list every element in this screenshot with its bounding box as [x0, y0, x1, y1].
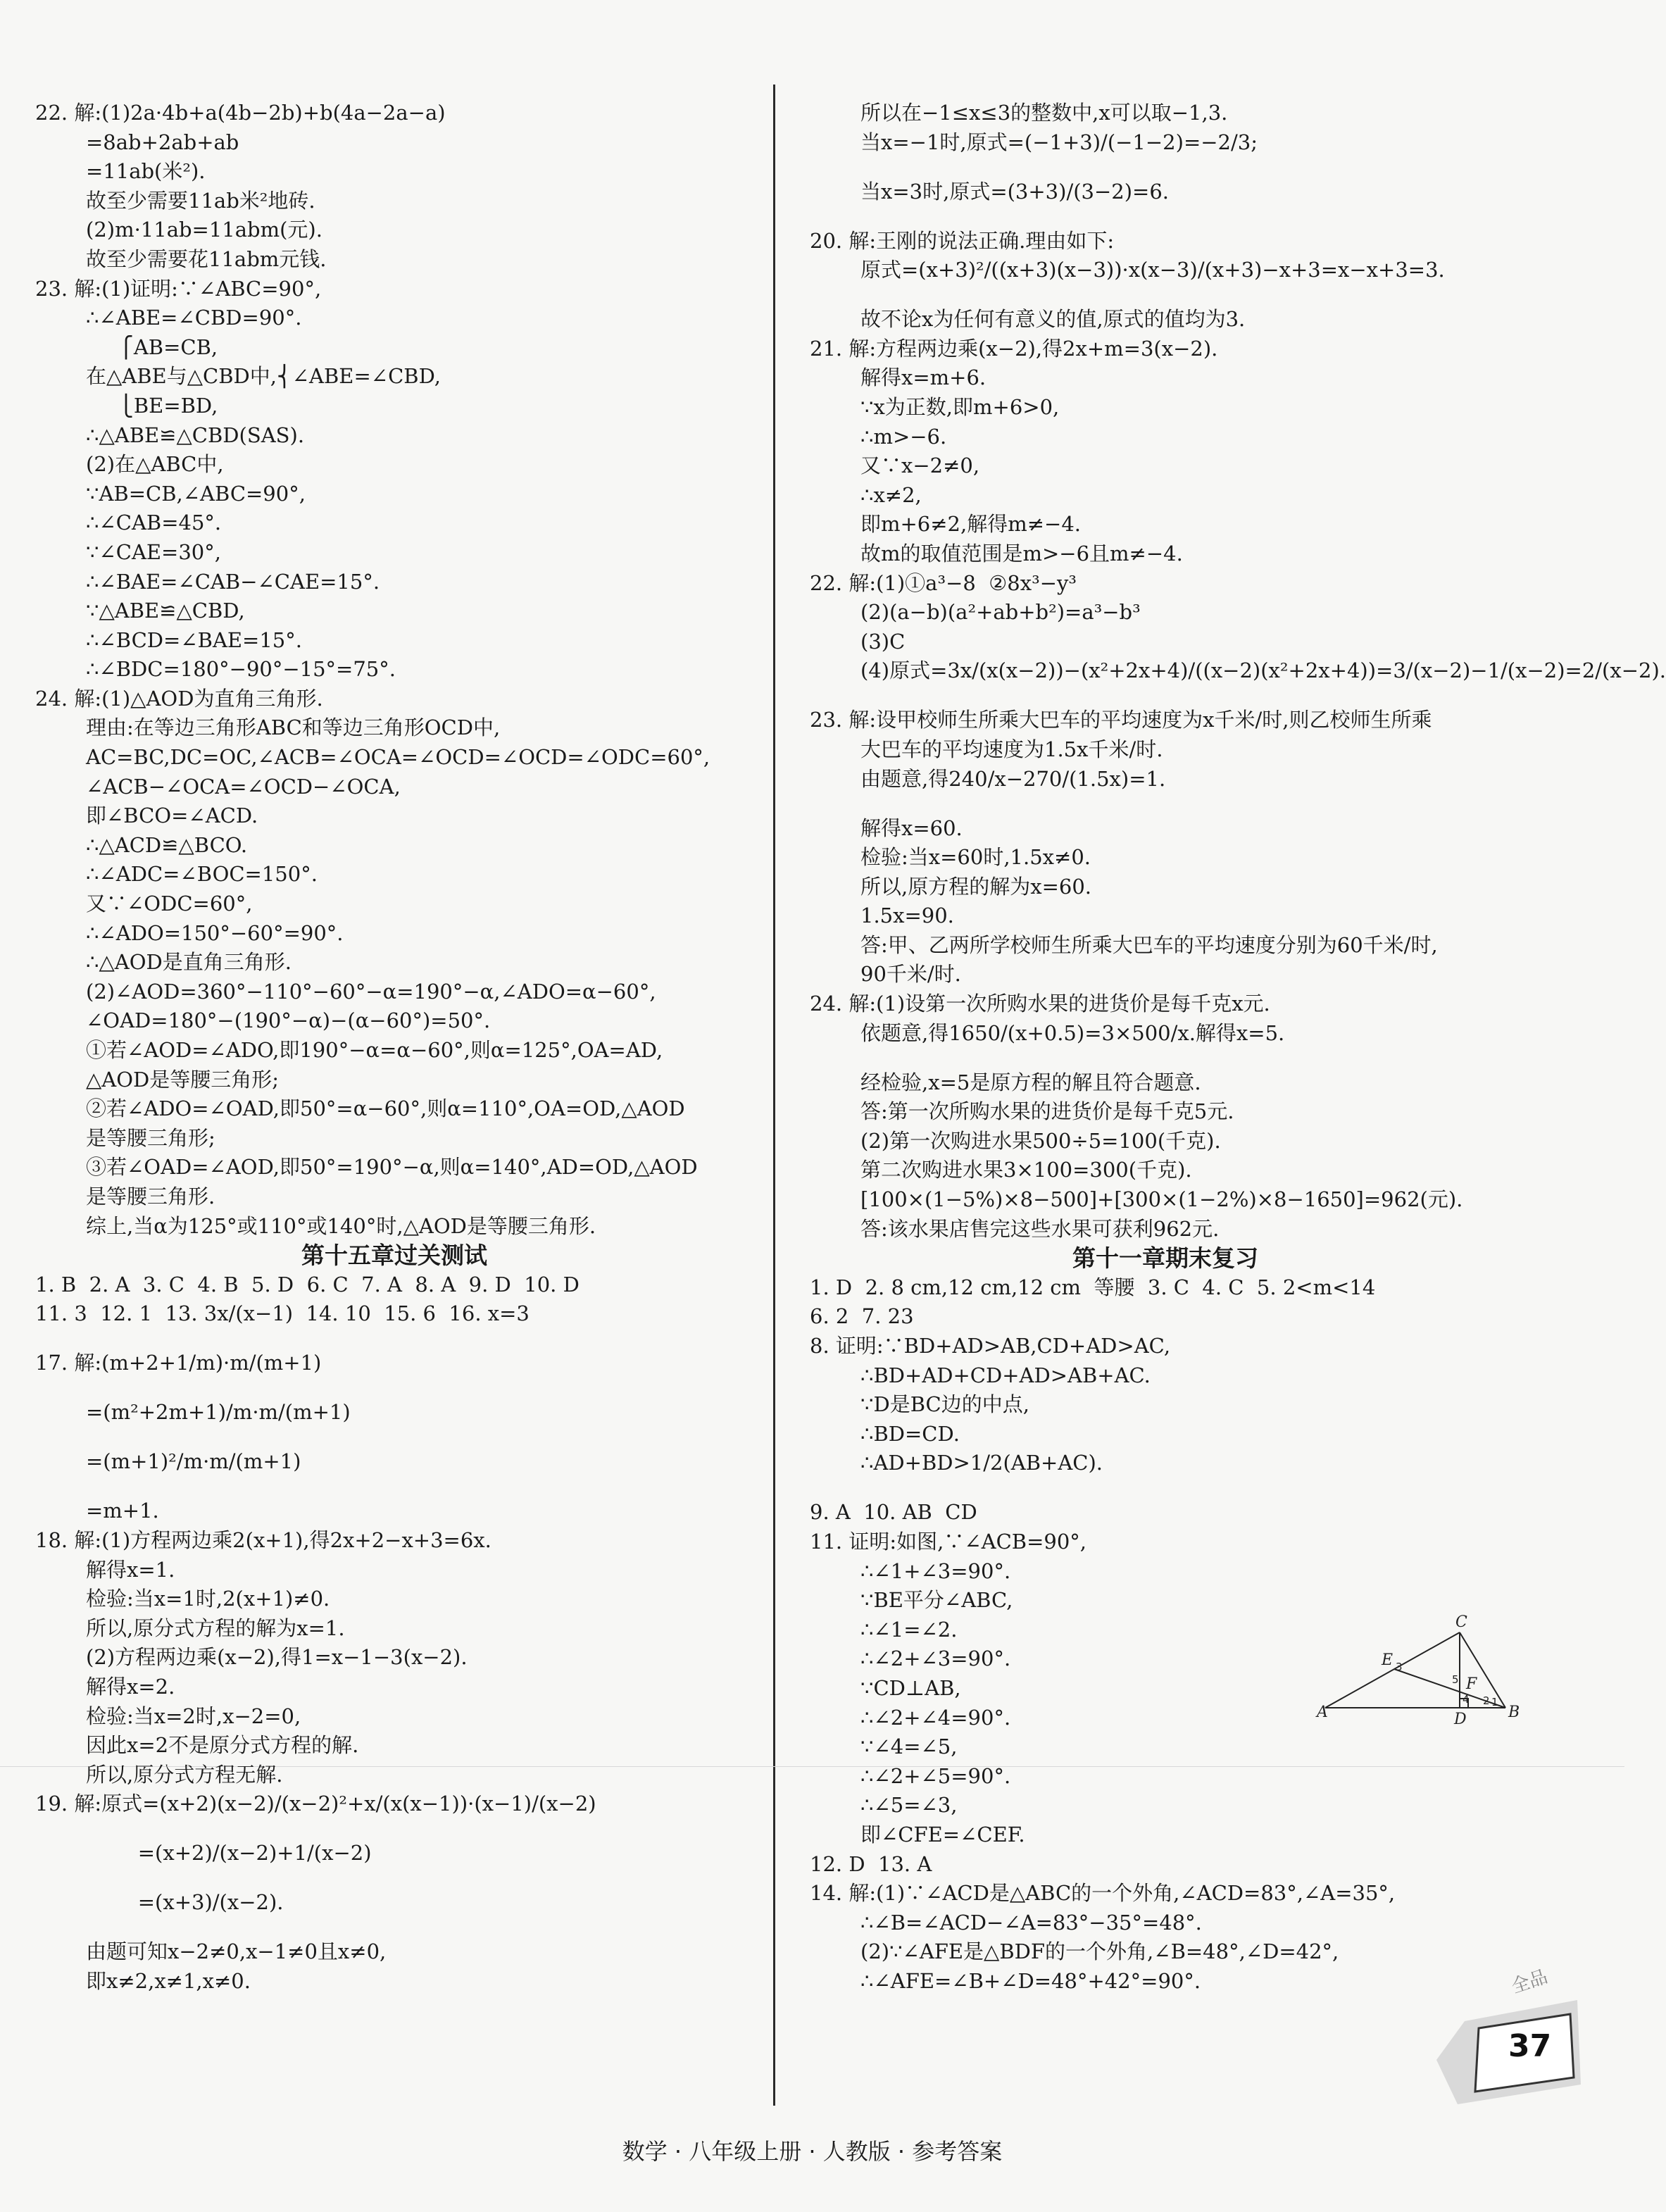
answer-line: ∵x为正数,即m+6>0,	[860, 394, 1060, 419]
answer-line: 故至少需要花11abm元钱.	[86, 246, 327, 271]
answer-line: ∴∠AFE=∠B+∠D=48°+42°=90°.	[860, 1968, 1201, 1993]
angle-label-1: 1	[1491, 1696, 1498, 1708]
answer-line: (4)原式=3x/(x(x−2))−(x²+2x+4)/((x−2)(x²+2x+4))=3/(x−2)−1/(x−2)=2/(x−2).	[860, 658, 1666, 683]
answer-line: 依题意,得1650/(x+0.5)=3×500/x.解得x=5.	[860, 1020, 1285, 1045]
label-a: A	[1317, 1704, 1328, 1721]
answer-line: =(m+1)²/m·m/(m+1)	[86, 1449, 301, 1474]
answer-line: 所以,原方程的解为x=60.	[860, 874, 1091, 899]
answer-line: ∴BD+AD+CD+AD>AB+AC.	[860, 1363, 1151, 1387]
answer-line: 14. 解:(1)∵∠ACD是△ABC的一个外角,∠ACD=83°,∠A=35°,	[810, 1881, 1396, 1906]
answer-line: 解得x=1.	[86, 1557, 175, 1582]
answer-line: 答:第一次所购水果的进货价是每千克5元.	[860, 1099, 1234, 1124]
answer-line: ∴△ABE≌△CBD(SAS).	[86, 423, 305, 447]
answer-line: 9. A 10. AB CD	[810, 1500, 977, 1525]
triangle-figure	[1317, 1613, 1521, 1728]
answer-line: =(m²+2m+1)/m·m/(m+1)	[86, 1400, 351, 1425]
answer-line: 即∠BCO=∠ACD.	[86, 804, 258, 828]
answer-line: 第二次购进水果3×100=300(千克).	[860, 1158, 1192, 1182]
answer-line: [100×(1−5%)×8−500]+[300×(1−2%)×8−1650]=962(元).	[860, 1187, 1463, 1212]
answer-line: ⎧AB=CB,	[86, 335, 218, 359]
answer-line: 23. 解:(1)证明:∵∠ABC=90°,	[35, 276, 322, 301]
answer-line: 大巴车的平均速度为1.5x千米/时.	[860, 737, 1163, 761]
answer-line: ∴∠ADO=150°−60°=90°.	[86, 920, 344, 945]
answer-line: ∠ACB−∠OCA=∠OCD−∠OCA,	[86, 774, 401, 799]
answer-line: 即∠CFE=∠CEF.	[860, 1822, 1025, 1847]
answer-line: 24. 解:(1)△AOD为直角三角形.	[35, 686, 323, 711]
answer-line: 又∵∠ODC=60°,	[86, 892, 253, 916]
column-divider	[773, 85, 775, 2106]
answer-line: ∴∠2+∠4=90°.	[860, 1705, 1011, 1730]
answer-line: 17. 解:(m+2+1/m)·m/(m+1)	[35, 1351, 322, 1375]
answer-line: =(x+2)/(x−2)+1/(x−2)	[86, 1841, 372, 1866]
label-b: B	[1508, 1704, 1520, 1721]
answer-line: =m+1.	[86, 1499, 159, 1523]
answer-line: 答:该水果店售完这些水果可获利962元.	[860, 1216, 1220, 1241]
answer-line: ②若∠ADO=∠OAD,即50°=α−60°,则α=110°,OA=OD,△AOD	[86, 1096, 685, 1121]
answer-line: 因此x=2不是原分式方程的解.	[86, 1733, 359, 1758]
answer-line: ∴∠5=∠3,	[860, 1793, 958, 1818]
answer-line: 所以,原分式方程的解为x=1.	[86, 1616, 345, 1640]
answer-line: (2)方程两边乘(x−2),得1=x−1−3(x−2).	[86, 1645, 468, 1670]
answer-line: 由题可知x−2≠0,x−1≠0且x≠0,	[86, 1939, 387, 1964]
answer-line: 答:甲、乙两所学校师生所乘大巴车的平均速度分别为60千米/时,	[860, 932, 1438, 957]
answer-line: 11. 证明:如图,∵∠ACB=90°,	[810, 1529, 1086, 1554]
answer-line: ∴m>−6.	[860, 424, 947, 449]
answer-line: ∴∠ABE=∠CBD=90°.	[86, 306, 302, 330]
answer-line: 是等腰三角形;	[86, 1125, 215, 1150]
answer-line: 由题意,得240/x−270/(1.5x)=1.	[860, 766, 1166, 791]
answer-line: 1. D 2. 8 cm,12 cm,12 cm 等腰 3. C 4. C 5. 2<m<14	[810, 1275, 1376, 1299]
answer-line: ⎩BE=BD,	[86, 393, 218, 418]
answer-line: 23. 解:设甲校师生所乘大巴车的平均速度为x千米/时,则乙校师生所乘	[810, 708, 1432, 732]
answer-line: AC=BC,DC=OC,∠ACB=∠OCA=∠OCD=∠OCD=∠ODC=60°,	[86, 745, 710, 770]
answer-line: ∴∠CAB=45°.	[86, 511, 222, 535]
answer-line: ∴∠BAE=∠CAB−∠CAE=15°.	[86, 569, 380, 594]
answer-line: ∴∠ADC=∠BOC=150°.	[86, 862, 318, 887]
answer-line: ∵CD⊥AB,	[860, 1675, 961, 1700]
answer-line: ∵∠CAE=30°,	[86, 539, 221, 564]
answer-line: ∴∠2+∠5=90°.	[860, 1763, 1011, 1788]
answer-line: (2)(a−b)(a²+ab+b²)=a³−b³	[860, 600, 1141, 625]
answer-line: ∴AD+BD>1/2(AB+AC).	[860, 1451, 1103, 1475]
answer-line: (2)第一次购进水果500÷5=100(千克).	[860, 1128, 1221, 1153]
page-footer: 数学 · 八年级上册 · 人教版 · 参考答案	[622, 2138, 1003, 2165]
answer-line: 即x≠2,x≠1,x≠0.	[86, 1968, 251, 1993]
answer-line: ∴∠BDC=180°−90°−15°=75°.	[86, 657, 396, 682]
answer-line: =(x+3)/(x−2).	[86, 1890, 284, 1915]
answer-line: 故至少需要11ab米²地砖.	[86, 188, 315, 213]
answer-line: ∵BE平分∠ABC,	[860, 1588, 1013, 1613]
answer-line: (2)∵∠AFE是△BDF的一个外角,∠B=48°,∠D=42°,	[860, 1939, 1339, 1964]
segment-ac	[1325, 1632, 1460, 1708]
section-heading: 第十五章过关测试	[301, 1242, 487, 1270]
answer-line: 解得x=60.	[860, 816, 963, 840]
answer-line: 检验:当x=1时,2(x+1)≠0.	[86, 1587, 330, 1611]
answer-line: ∴∠BCD=∠BAE=15°.	[86, 627, 302, 652]
answer-line: =11ab(米²).	[86, 159, 206, 184]
angle-label-3: 3	[1396, 1661, 1403, 1673]
angle-label-5: 5	[1452, 1673, 1459, 1686]
answer-line: 检验:当x=2时,x−2=0,	[86, 1704, 301, 1728]
answer-line: (2)∠AOD=360°−110°−60°−α=190°−α,∠ADO=α−60°,	[86, 979, 656, 1004]
answer-line: 理由:在等边三角形ABC和等边三角形OCD中,	[86, 716, 501, 740]
answer-line: 90千米/时.	[860, 962, 961, 987]
answer-line: 原式=(x+3)²/((x+3)(x−3))·x(x−3)/(x+3)−x+3=x−x+3=3.	[860, 258, 1445, 282]
answer-line: ∵∠4=∠5,	[860, 1735, 958, 1759]
answer-line: 故m的取值范围是m>−6且m≠−4.	[860, 541, 1183, 566]
answer-line: ∴∠2+∠3=90°.	[860, 1646, 1011, 1671]
answer-line: ∴∠1+∠3=90°.	[860, 1558, 1011, 1583]
label-d: D	[1454, 1711, 1467, 1728]
answer-line: ∴∠B=∠ACD−∠A=83°−35°=48°.	[860, 1910, 1202, 1935]
answer-line: =8ab+2ab+ab	[86, 130, 239, 154]
answer-line: 故不论x为任何有意义的值,原式的值均为3.	[860, 307, 1246, 332]
answer-line: 1.5x=90.	[860, 904, 954, 928]
answer-line: (2)m·11ab=11abm(元).	[86, 218, 322, 242]
answer-line: 在△ABE与△CBD中,⎨∠ABE=∠CBD,	[86, 364, 441, 389]
section-heading: 第十一章期末复习	[1072, 1244, 1258, 1273]
answer-line: 20. 解:王刚的说法正确.理由如下:	[810, 228, 1115, 253]
answer-line: 综上,当α为125°或110°或140°时,△AOD是等腰三角形.	[86, 1213, 596, 1238]
answer-line: ∠OAD=180°−(190°−α)−(α−60°)=50°.	[86, 1008, 491, 1033]
answer-line: 又∵x−2≠0,	[860, 454, 980, 478]
answer-line: 24. 解:(1)设第一次所购水果的进货价是每千克x元.	[810, 992, 1270, 1016]
answer-line: 8. 证明:∵BD+AD>AB,CD+AD>AC,	[810, 1334, 1171, 1358]
answer-line: 解得x=2.	[86, 1674, 175, 1699]
label-c: C	[1455, 1613, 1467, 1631]
left-column	[35, 99, 753, 1996]
answer-line: ∴△ACD≌△BCO.	[86, 832, 248, 857]
answer-line: ∴x≠2,	[860, 482, 922, 507]
answer-line: 解得x=m+6.	[860, 365, 987, 390]
label-e: E	[1382, 1651, 1393, 1669]
angle-label-2: 2	[1483, 1694, 1490, 1707]
answer-line: 21. 解:方程两边乘(x−2),得2x+m=3(x−2).	[810, 336, 1218, 361]
answer-line: ∵△ABE≌△CBD,	[86, 599, 245, 623]
answer-line: 当x=−1时,原式=(−1+3)/(−1−2)=−2/3;	[860, 130, 1258, 154]
answer-line: (2)在△ABC中,	[86, 452, 224, 477]
answer-line: 6. 2 7. 23	[810, 1304, 914, 1329]
answer-line: 19. 解:原式=(x+2)(x−2)/(x−2)²+x/(x(x−1))·(x−1)/(x−2)	[35, 1792, 596, 1816]
answer-line: ∴△AOD是直角三角形.	[86, 950, 292, 975]
answer-line: 当x=3时,原式=(3+3)/(3−2)=6.	[860, 179, 1170, 204]
label-f: F	[1466, 1675, 1477, 1693]
answer-line: (3)C	[860, 629, 906, 654]
page-number: 37	[1508, 2028, 1552, 2064]
answer-line: 检验:当x=60时,1.5x≠0.	[860, 845, 1091, 870]
answer-line: 18. 解:(1)方程两边乘2(x+1),得2x+2−x+3=6x.	[35, 1527, 491, 1552]
answer-line: 22. 解:(1)2a·4b+a(4b−2b)+b(4a−2a−a)	[35, 101, 446, 125]
answer-line: 即m+6≠2,解得m≠−4.	[860, 512, 1081, 537]
answer-line: ∵AB=CB,∠ABC=90°,	[86, 481, 306, 506]
answer-line: 经检验,x=5是原方程的解且符合题意.	[860, 1070, 1201, 1094]
answer-line: 所以在−1≤x≤3的整数中,x可以取−1,3.	[860, 101, 1228, 125]
angle-label-4: 4	[1463, 1693, 1470, 1706]
answer-line: 1. B 2. A 3. C 4. B 5. D 6. C 7. A 8. A 9. D 10. D	[35, 1272, 580, 1296]
answer-line: 所以,原分式方程无解.	[86, 1762, 283, 1787]
answer-line: 12. D 13. A	[810, 1851, 932, 1876]
answer-line: ①若∠AOD=∠ADO,即190°−α=α−60°,则α=125°,OA=AD,	[86, 1038, 663, 1062]
answer-line: 是等腰三角形.	[86, 1184, 215, 1208]
brand-stamp: 全品	[1508, 1966, 1551, 1998]
answer-line: ③若∠OAD=∠AOD,即50°=190°−α,则α=140°,AD=OD,△AOD	[86, 1155, 698, 1180]
answer-line: ∴BD=CD.	[860, 1421, 960, 1446]
answer-line: 22. 解:(1)①a³−8 ②8x³−y³	[810, 570, 1077, 595]
answer-line: ∵D是BC边的中点,	[860, 1392, 1029, 1417]
answer-line: △AOD是等腰三角形;	[86, 1067, 280, 1092]
answer-line: ∴∠1=∠2.	[860, 1617, 958, 1642]
answer-line: 11. 3 12. 1 13. 3x/(x−1) 14. 10 15. 6 16. x=3	[35, 1301, 530, 1326]
